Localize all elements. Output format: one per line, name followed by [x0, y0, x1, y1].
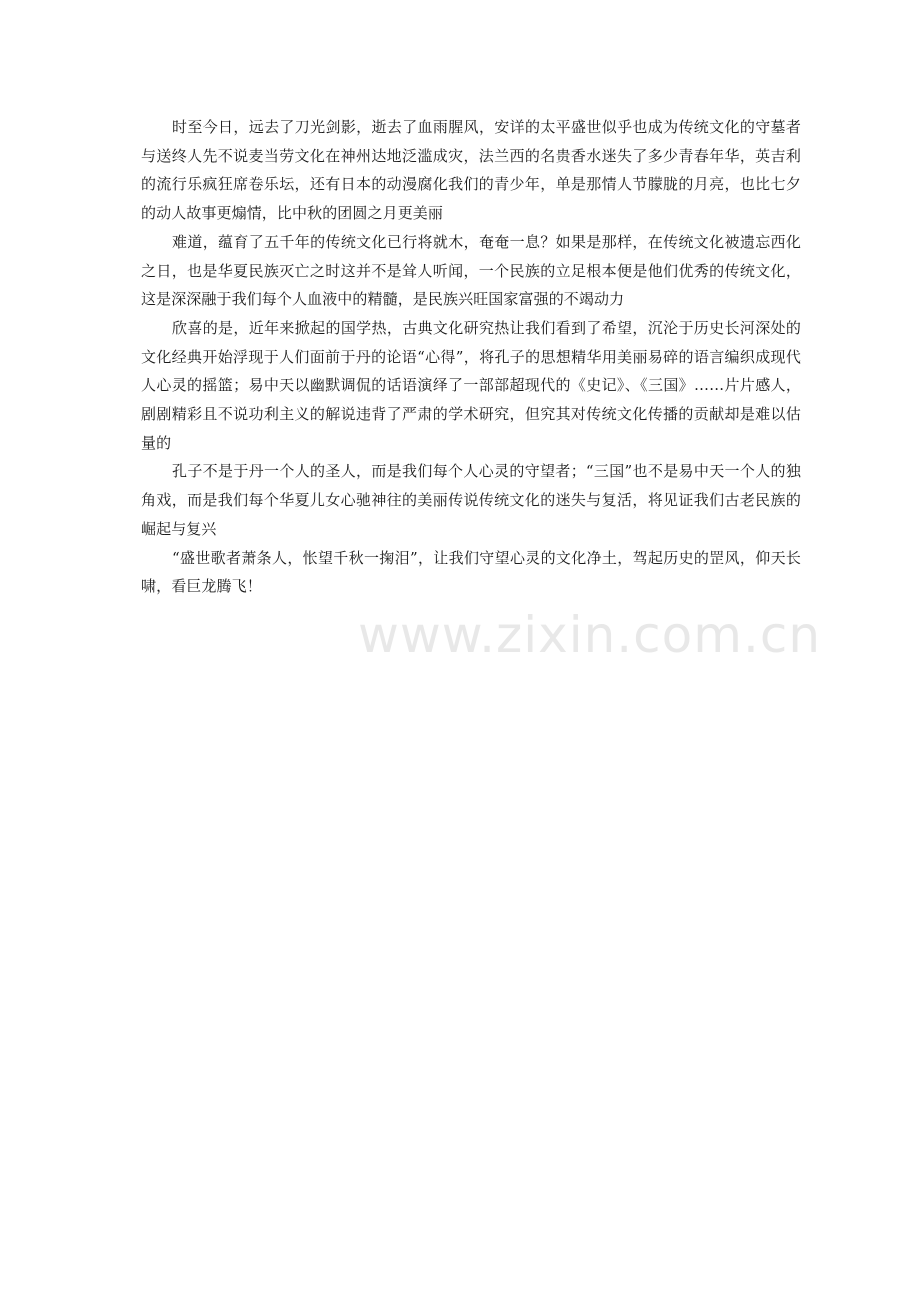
watermark-text: www.zixin.com.cn	[358, 606, 822, 664]
paragraph-4: 孔子不是于丹一个人的圣人，而是我们每个人心灵的守望者；“三国”也不是易中天一个人的独角戏，而是我们每个华夏儿女心驰神往的美丽传说传统文化的迷失与复活，将见证我们古老民族的崛起与复兴	[141, 462, 801, 538]
paragraph-3: 欣喜的是，近年来掀起的国学热，古典文化研究热让我们看到了希望，沉沦于历史长河深处的文化经典开始浮现于人们面前于丹的论语“心得”，将孔子的思想精华用美丽易碎的语言编织成现代人心灵的摇篮；易中天以幽默调侃的话语演绎了一部部超现代的《史记》、《三国》……片片感人，剧剧精彩且不说功利主义的解说违背了严肃的学术研究，但究其对传统文化传播的贡献却是难以估量的	[141, 318, 801, 452]
document-body	[141, 113, 801, 601]
paragraph-5: “盛世歌者萧条人，怅望千秋一掬泪”，让我们守望心灵的文化净土，驾起历史的罡风，仰天长啸，看巨龙腾飞！	[141, 548, 801, 596]
paragraph-2: 难道，蕴育了五千年的传统文化已行将就木，奄奄一息？如果是那样，在传统文化被遗忘西化之日，也是华夏民族灭亡之时这并不是耸人听闻，一个民族的立足根本便是他们优秀的传统文化，这是深深融于我们每个人血液中的精髓，是民族兴旺国家富强的不竭动力	[141, 232, 801, 309]
paragraph-1: 时至今日，远去了刀光剑影，逝去了血雨腥风，安详的太平盛世似乎也成为传统文化的守墓者与送终人先不说麦当劳文化在神州达地泛滥成灾，法兰西的名贵香水迷失了多少青春年华，英吉利的流行乐疯狂席卷乐坛，还有日本的动漫腐化我们的青少年，单是那情人节朦胧的月亮，也比七夕的动人故事更煽情，比中秋的团圆之月更美丽	[141, 118, 801, 223]
